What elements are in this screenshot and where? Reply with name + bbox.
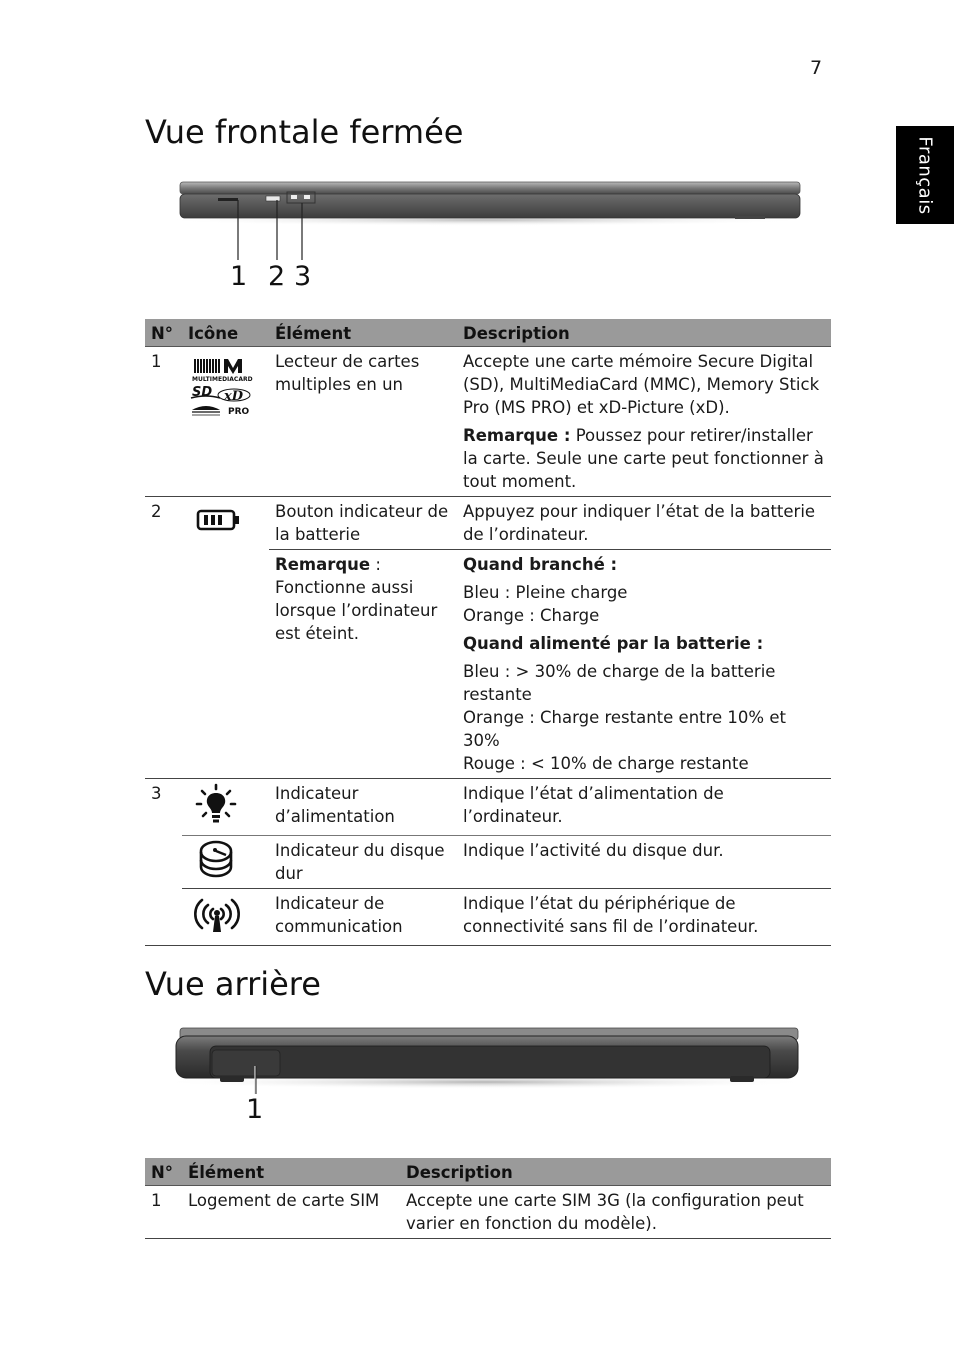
row-description: Indique l’état d’alimentation de l’ordinateur. <box>457 779 831 836</box>
row-element: Bouton indicateur de la batterie <box>269 497 457 550</box>
wireless-communication-icon <box>194 896 240 936</box>
battery-icon <box>196 508 242 532</box>
battery-icon-cell <box>182 497 269 779</box>
power-icon-cell <box>182 779 269 836</box>
plugged-title: Quand branché : <box>463 555 618 574</box>
callout-3: 3 <box>294 261 312 292</box>
battery-status-list <box>457 550 831 779</box>
row-element: Indicateur de communication <box>269 889 457 946</box>
battery-title: Quand alimenté par la batterie : <box>463 634 764 653</box>
remark-label: Remarque : <box>463 426 571 445</box>
table-row <box>145 1186 831 1239</box>
callout-1: 1 <box>246 1094 264 1125</box>
plugged-status-blue: Bleu : Pleine charge <box>463 583 628 602</box>
callout-2: 2 <box>268 261 286 292</box>
description-text: Accepte une carte mémoire Secure Digital (SD), MultiMediaCard (MMC), Memory Stick Pro (MS PRO) et xD-Picture (xD). <box>463 352 820 417</box>
rear-view-illustration <box>160 1022 820 1132</box>
row-number: 1 <box>151 1191 162 1210</box>
remark-label: Remarque <box>275 555 371 574</box>
table-row <box>145 889 831 946</box>
header-number: N° <box>145 1158 182 1186</box>
row-description: Indique l’activité du disque dur. <box>457 836 831 889</box>
svg-text:SD: SD <box>192 385 213 400</box>
remark <box>269 550 457 779</box>
page-number: 7 <box>810 57 823 79</box>
row-element: Indicateur d’alimentation <box>269 779 457 836</box>
language-tab-label: Français <box>914 135 936 215</box>
svg-text:MULTIMEDIACARD: MULTIMEDIACARD <box>192 376 253 383</box>
row-number: 1 <box>151 352 162 371</box>
row-number: 3 <box>145 779 182 946</box>
table-row <box>145 347 831 497</box>
header-description: Description <box>457 319 831 347</box>
rear-view-table <box>145 1158 831 1239</box>
remark-text: : Fonctionne aussi lorsque l’ordinateur est éteint. <box>275 555 438 643</box>
svg-text:PRO: PRO <box>228 407 250 417</box>
svg-text:xD: xD <box>224 389 244 404</box>
laptop-front-image <box>160 176 820 296</box>
row-element: Indicateur du disque dur <box>269 836 457 889</box>
header-number: N° <box>145 319 182 347</box>
plugged-status-orange: Orange : Charge <box>463 606 600 625</box>
row-element: Logement de carte SIM <box>188 1191 380 1210</box>
header-icon: Icône <box>182 319 269 347</box>
battery-status-orange: Orange : Charge restante entre 10% et 30% <box>463 708 786 750</box>
remark <box>463 424 825 493</box>
row-description <box>457 347 831 497</box>
header-description: Description <box>400 1158 831 1186</box>
table-row <box>145 779 831 836</box>
hdd-icon-cell <box>182 836 269 889</box>
battery-status-red: Rouge : < 10% de charge restante <box>463 754 749 773</box>
row-description: Indique l’état du périphérique de connectivité sans fil de l’ordinateur. <box>457 889 831 946</box>
remark-text: Poussez pour retirer/installer la carte. Seule une carte peut fonctionner à tout moment. <box>463 426 824 491</box>
table-header-row <box>145 1158 831 1186</box>
front-view-illustration <box>160 176 820 296</box>
comm-icon-cell <box>182 889 269 946</box>
section-title-front-view: Vue frontale fermée <box>145 113 464 151</box>
header-element: Élément <box>269 319 457 347</box>
table-header-row <box>145 319 831 347</box>
row-description: Accepte une carte SIM 3G (la configuration peut varier en fonction du modèle). <box>406 1191 804 1233</box>
row-element: Lecteur de cartes multiples en un <box>275 352 420 394</box>
row-number: 2 <box>145 497 182 779</box>
laptop-rear-image <box>160 1022 820 1097</box>
language-tab <box>896 126 954 224</box>
table-row <box>145 836 831 889</box>
battery-status-blue: Bleu : > 30% de charge de la batterie restante <box>463 662 776 704</box>
hard-disk-icon <box>196 839 236 879</box>
power-indicator-icon <box>194 782 238 826</box>
card-reader-logos-icon <box>188 350 258 418</box>
section-title-rear-view: Vue arrière <box>145 965 321 1003</box>
front-view-table <box>145 319 831 946</box>
header-element: Élément <box>182 1158 400 1186</box>
card-reader-icon <box>182 347 269 497</box>
table-row <box>145 497 831 550</box>
callout-1: 1 <box>230 261 248 292</box>
row-description: Appuyez pour indiquer l’état de la batterie de l’ordinateur. <box>457 497 831 550</box>
